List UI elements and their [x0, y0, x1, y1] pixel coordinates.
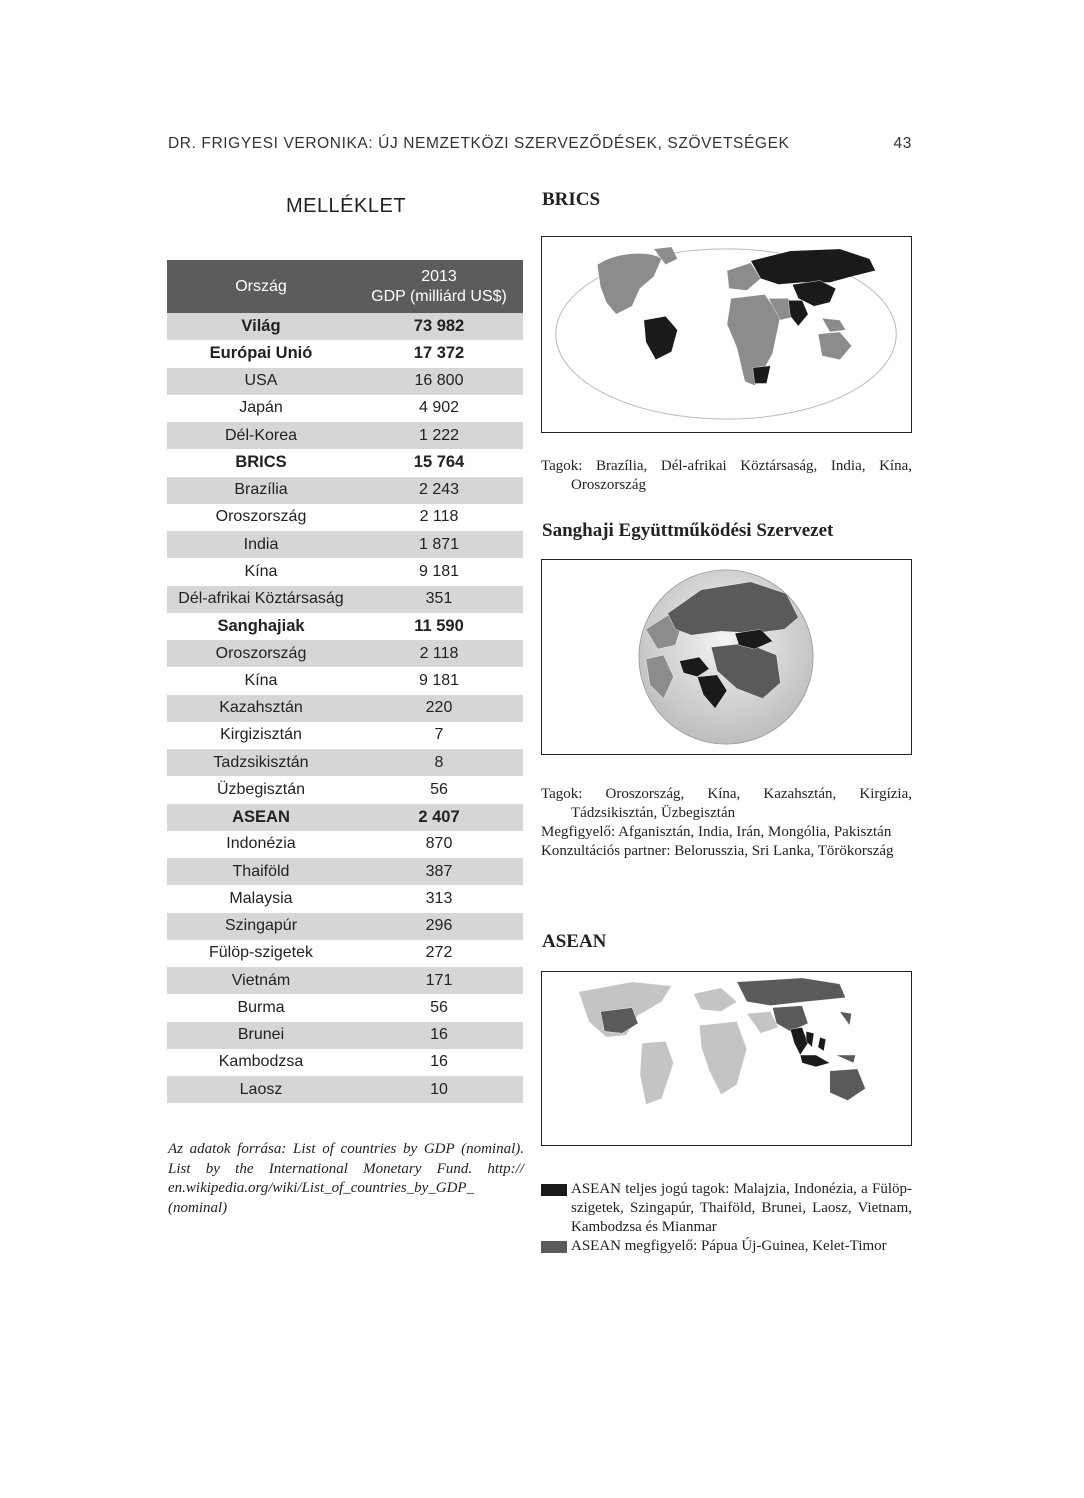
gdp-cell: 171 [355, 967, 523, 994]
country-cell: Burma [237, 998, 285, 1016]
gdp-cell: 2 118 [355, 640, 523, 667]
table-row [167, 531, 523, 558]
gdp-cell: 73 982 [355, 313, 523, 340]
appendix-title: MELLÉKLET [285, 195, 407, 217]
country-cell: Brunei [167, 1022, 355, 1049]
country-cell: USA [167, 368, 355, 395]
table-row [167, 913, 523, 940]
sco-globe-map-image [542, 560, 911, 754]
gdp-cell: 870 [425, 835, 453, 853]
country-cell: Tadzsikisztán [167, 749, 355, 776]
header-title: DR. FRIGYESI VERONIKA: ÚJ NEMZETKÖZI SZERVEZŐDÉSEK, SZÖVETSÉGEK [168, 135, 790, 152]
country-cell: Dél-Korea [167, 422, 355, 449]
legend-full-members [541, 1180, 912, 1237]
col-header-gdp-unit: GDP (milliárd US$) [371, 287, 507, 305]
country-cell: Kazahsztán [167, 695, 355, 722]
country-cell: Brazília [167, 477, 355, 504]
country-cell: Kína [244, 562, 278, 580]
gdp-cell: 2 407 [355, 804, 523, 831]
country-cell: BRICS [235, 453, 287, 472]
asean-world-map-image [542, 972, 911, 1145]
gdp-cell: 351 [355, 586, 523, 613]
table-header-row [167, 260, 523, 313]
table-row [167, 1049, 523, 1076]
table-row [167, 858, 523, 885]
legend-observers-text: ASEAN megfigyelő: Pápua Új-Guinea, Kelet-Timor [571, 1238, 887, 1254]
gdp-cell: 17 372 [413, 344, 465, 363]
country-cell: Dél-afrikai Köztársaság [167, 586, 355, 613]
country-cell: Japán [239, 399, 283, 417]
country-cell: Kambodzsa [218, 1053, 304, 1071]
page-number: 43 [893, 135, 912, 152]
legend-swatch-medium [541, 1241, 567, 1253]
country-cell: India [167, 531, 355, 558]
source-note: Az adatok forrása: List of countries by GDP (nominal). List by the International Monetary Fund. http:// en.wikipedia.org/wiki/List_of_countries_by_GDP_ (nominal) [168, 1141, 524, 1216]
asean-title: ASEAN [542, 931, 607, 952]
country-cell: ASEAN [167, 804, 355, 831]
gdp-cell: 387 [355, 858, 523, 885]
table-row [167, 395, 523, 422]
table-row [167, 586, 523, 613]
sco-partners: Konzultációs partner: Belorusszia, Sri Lanka, Törökország [541, 843, 894, 859]
country-cell: Oroszország [215, 508, 307, 526]
table-row [167, 640, 523, 667]
country-cell: Európai Unió [209, 344, 313, 363]
sco-members: Tagok: Oroszország, Kína, Kazahsztán, Kirgízia, Tádzsikisztán, Üzbegisztán [541, 786, 912, 821]
gdp-cell: 1 871 [355, 531, 523, 558]
table-row [167, 940, 523, 967]
country-cell: Üzbegisztán [216, 780, 306, 798]
gdp-cell: 8 [355, 749, 523, 776]
gdp-cell: 56 [430, 998, 448, 1016]
gdp-cell: 1 222 [355, 422, 523, 449]
table-row [167, 313, 523, 340]
country-cell: Oroszország [167, 640, 355, 667]
table-row [167, 1022, 523, 1049]
table-row [167, 831, 523, 858]
gdp-cell: 7 [434, 726, 444, 744]
country-cell: Fülöp-szigetek [208, 944, 314, 962]
country-cell: Malaysia [229, 889, 293, 907]
country-cell: Sanghajiak [217, 616, 305, 635]
country-cell: Kirgizisztán [220, 726, 302, 744]
gdp-cell: 2 243 [355, 477, 523, 504]
col-header-gdp-year: 2013 [421, 267, 457, 285]
gdp-cell: 2 118 [419, 508, 459, 526]
country-cell: Szingapúr [167, 913, 355, 940]
brics-map [541, 236, 912, 433]
sco-observers: Megfigyelő: Afganisztán, India, Irán, Mongólia, Pakisztán [541, 824, 892, 840]
asean-legend [541, 1180, 912, 1256]
legend-observers [541, 1237, 912, 1256]
gdp-cell: 15 764 [413, 453, 465, 472]
legend-full-members-text: ASEAN teljes jogú tagok: Malajzia, Indonézia, a Fülöp-szigetek, Szingapúr, Thaiföld, Brunei, Laosz, Vietnam, Kambodzsa és Mianmar [571, 1181, 912, 1235]
gdp-cell: 220 [355, 695, 523, 722]
country-cell: Indonézia [226, 835, 296, 853]
brics-title: BRICS [542, 189, 601, 210]
gdp-cell: 56 [430, 780, 448, 798]
gdp-cell: 9 181 [418, 562, 460, 580]
country-cell: Laosz [167, 1076, 355, 1103]
sco-title: Sanghaji Együttműködési Szervezet [542, 520, 834, 541]
brics-members: Tagok: Brazília, Dél-afrikai Köztársaság, India, Kína, Oroszország [541, 458, 912, 493]
col-header-gdp [355, 260, 523, 313]
table-row [167, 422, 523, 449]
country-cell: Kína [244, 671, 278, 689]
gdp-cell: 9 181 [418, 671, 460, 689]
table-row [167, 994, 523, 1021]
gdp-cell: 272 [425, 944, 453, 962]
table-row [167, 368, 523, 395]
table-row [167, 722, 523, 749]
gdp-cell: 4 902 [418, 399, 460, 417]
gdp-cell: 16 [430, 1053, 448, 1071]
table-row [167, 558, 523, 585]
table-row [167, 804, 523, 831]
gdp-cell: 313 [425, 889, 453, 907]
table-row [167, 967, 523, 994]
brics-caption [541, 457, 912, 495]
gdp-cell: 11 590 [414, 616, 464, 635]
gdp-cell: 16 [355, 1022, 523, 1049]
gdp-cell: 10 [355, 1076, 523, 1103]
table-body [167, 313, 523, 1103]
country-cell: Világ [167, 313, 355, 340]
running-header [168, 135, 912, 155]
table-row [167, 504, 523, 531]
gdp-cell: 296 [355, 913, 523, 940]
table-row [167, 695, 523, 722]
table-row [167, 667, 523, 694]
table-row [167, 477, 523, 504]
table-row [167, 340, 523, 367]
sco-caption [541, 785, 912, 861]
table-row [167, 749, 523, 776]
gdp-table [167, 260, 523, 1103]
legend-swatch-dark [541, 1184, 567, 1196]
table-row [167, 885, 523, 912]
table-row [167, 449, 523, 476]
country-cell: Vietnám [167, 967, 355, 994]
table-row [167, 1076, 523, 1103]
col-header-country: Ország [167, 260, 355, 313]
table-row [167, 776, 523, 803]
brics-world-map-image [542, 237, 911, 432]
sco-map [541, 559, 912, 755]
gdp-cell: 16 800 [355, 368, 523, 395]
country-cell: Thaiföld [167, 858, 355, 885]
asean-map [541, 971, 912, 1146]
table-row [167, 613, 523, 640]
